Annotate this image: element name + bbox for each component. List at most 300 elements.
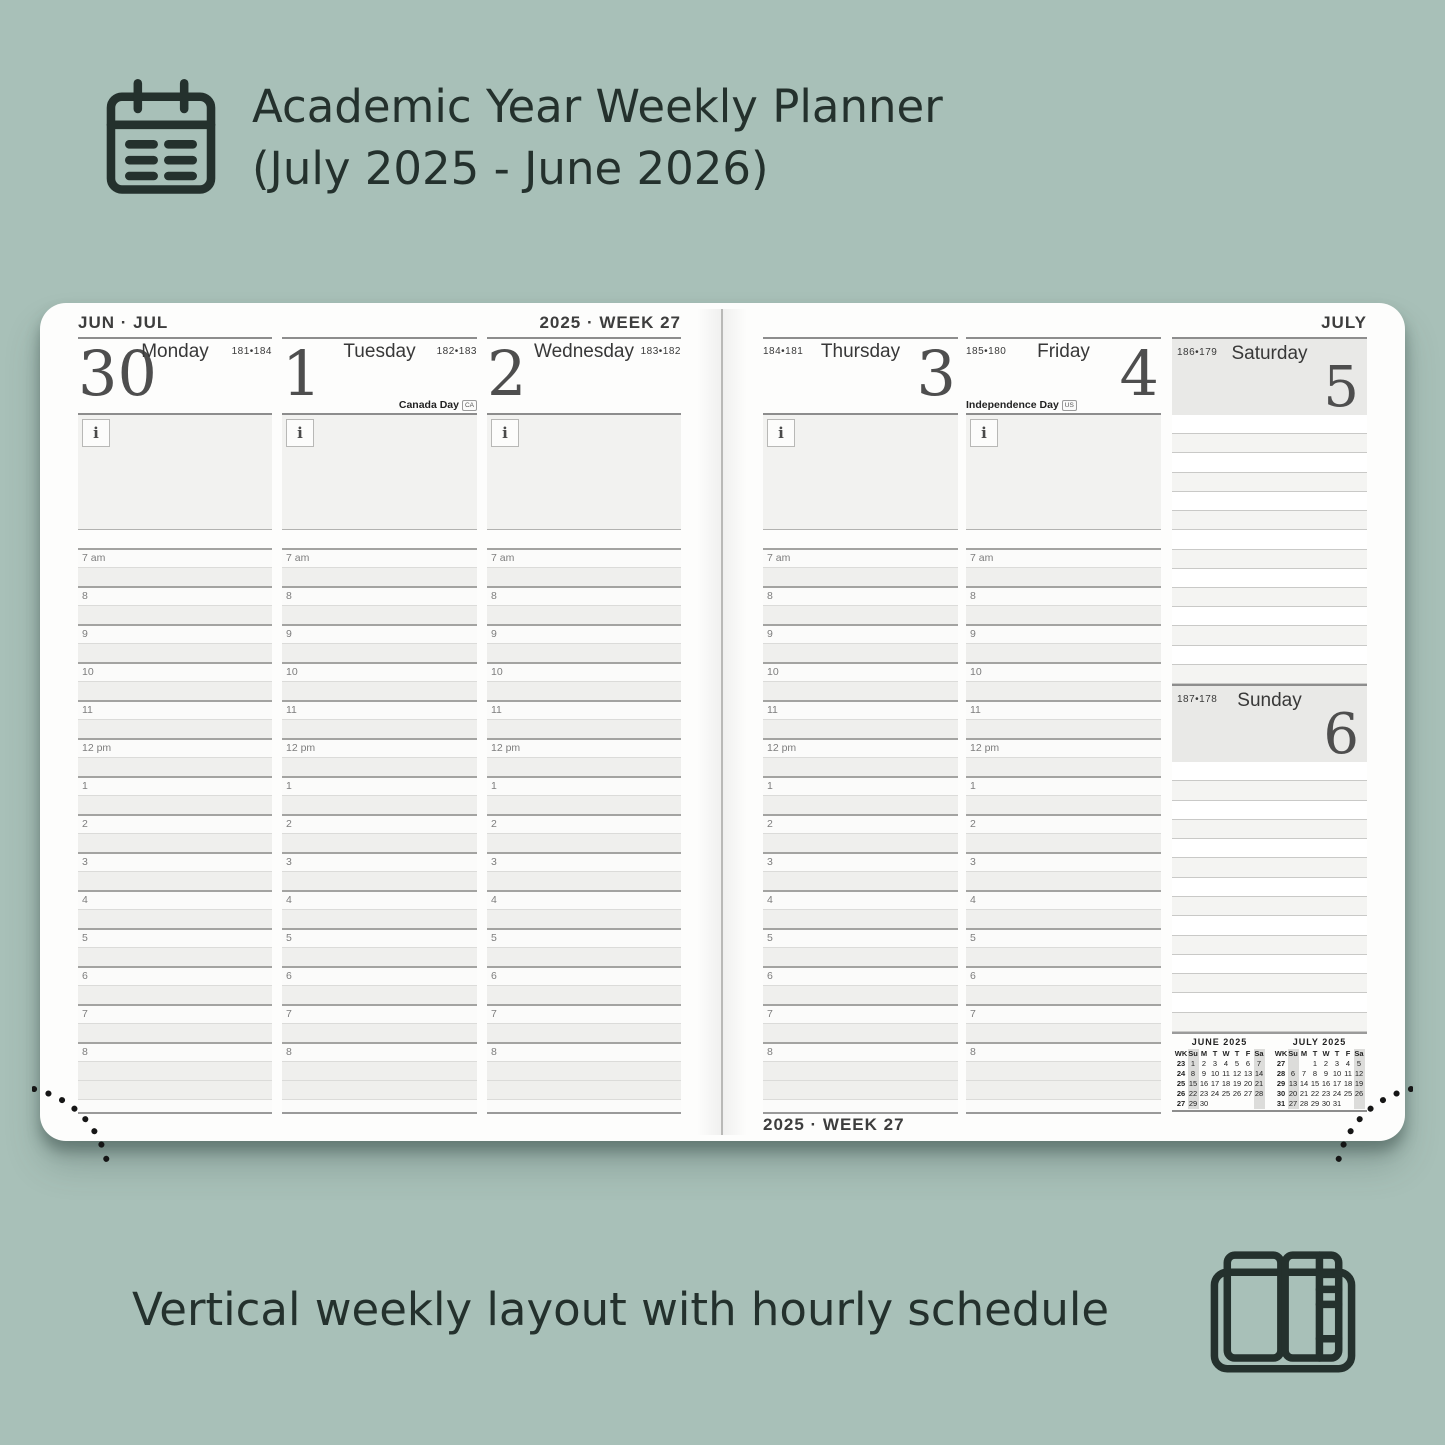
mini-calendar-day: 30	[1199, 1099, 1209, 1108]
mini-calendar-day	[1243, 1099, 1254, 1109]
day-number: 3	[916, 337, 956, 410]
mini-calendar-day: 5	[1354, 1059, 1365, 1069]
half-hour-row	[763, 681, 958, 700]
mini-calendar-june	[1172, 1037, 1267, 1110]
half-hour-row	[487, 757, 681, 776]
hour-label-row: 12 pm	[966, 738, 1161, 757]
hour-label-row: 8	[763, 586, 958, 605]
note-line	[1172, 878, 1367, 897]
note-line	[1172, 1013, 1367, 1032]
open-notebook-icon	[1208, 1248, 1358, 1378]
half-hour-row	[487, 567, 681, 586]
half-hour-row	[763, 1061, 958, 1080]
note-line	[1172, 626, 1367, 645]
note-line	[1172, 936, 1367, 955]
hour-label-row: 5	[282, 928, 477, 947]
hour-label-row: 1	[763, 776, 958, 795]
half-hour-row	[487, 1061, 681, 1080]
spine-divider	[721, 309, 723, 1135]
mini-calendar-day	[1232, 1099, 1243, 1109]
hour-label-row: 3	[78, 852, 272, 871]
half-hour-row	[78, 871, 272, 890]
hour-label-row: 11	[966, 700, 1161, 719]
extra-row	[282, 1099, 477, 1112]
hour-label-row: 7 am	[487, 548, 681, 567]
hour-label-row: 3	[282, 852, 477, 871]
note-line	[1172, 511, 1367, 530]
week-label-bottom: 2025 · WEEK 27	[763, 1115, 905, 1134]
mini-calendar-day	[1210, 1099, 1221, 1109]
day-of-year-code: 183•182	[640, 346, 681, 357]
half-hour-row	[487, 947, 681, 966]
hour-label-row: 12 pm	[78, 738, 272, 757]
note-line	[1172, 646, 1367, 665]
hour-label-row: 9	[763, 624, 958, 643]
hour-label-row: 10	[78, 662, 272, 681]
half-hour-row	[78, 605, 272, 624]
mini-calendar-day: 30	[1321, 1099, 1331, 1108]
mini-calendar-weekday-header: W	[1222, 1049, 1230, 1058]
mini-calendar-weekday-header: T	[1234, 1049, 1240, 1058]
notes-area	[966, 413, 1161, 530]
title-line-1: Academic Year Weekly Planner	[252, 80, 943, 133]
mini-calendar-day	[1221, 1099, 1232, 1109]
half-hour-row	[282, 719, 477, 738]
half-hour-row	[78, 757, 272, 776]
half-hour-row	[966, 719, 1161, 738]
hour-label-row: 4	[78, 890, 272, 909]
mini-calendar-day: 29	[1310, 1099, 1320, 1108]
half-hour-row	[763, 985, 958, 1004]
half-hour-row	[966, 947, 1161, 966]
hour-label-row: 1	[966, 776, 1161, 795]
day-of-year-code: 181•184	[231, 346, 272, 357]
mini-calendar-weekday-header: W	[1322, 1049, 1330, 1058]
day-header	[282, 337, 477, 413]
day-of-year-code: 184•181	[763, 346, 804, 357]
mini-calendar-weekday-header: F	[1245, 1049, 1251, 1058]
note-line	[1172, 897, 1367, 916]
mini-calendar-day: 24	[1210, 1089, 1220, 1098]
half-hour-row	[966, 567, 1161, 586]
mini-calendar-day: 31	[1332, 1099, 1342, 1108]
mini-calendar-day: 11	[1344, 1069, 1352, 1078]
mini-calendar-day: 6	[1288, 1069, 1299, 1079]
mini-calendar-weekday-header: F	[1345, 1049, 1351, 1058]
hour-label-row: 3	[763, 852, 958, 871]
day-name: Friday	[1037, 341, 1090, 362]
mini-calendar-day: 9	[1201, 1069, 1207, 1078]
mini-calendar-week-number: 30	[1276, 1089, 1286, 1098]
half-hour-row	[487, 681, 681, 700]
day-of-year-code: 186•179	[1177, 347, 1218, 358]
day-column-friday	[966, 337, 1161, 1114]
holiday-name: Independence Day	[966, 399, 1059, 411]
half-hour-row	[282, 605, 477, 624]
half-hour-row	[282, 757, 477, 776]
hour-label-row: 6	[78, 966, 272, 985]
mini-calendar-day: 28	[1254, 1089, 1264, 1098]
mini-calendar-day: 23	[1321, 1089, 1331, 1098]
page-title	[252, 76, 943, 200]
half-hour-row	[78, 681, 272, 700]
hour-label-row: 7	[282, 1004, 477, 1023]
mini-calendar-day: 20	[1288, 1089, 1298, 1098]
day-number: 5	[1323, 355, 1359, 420]
half-hour-row	[487, 795, 681, 814]
note-line	[1172, 607, 1367, 626]
mini-calendar-day: 28	[1299, 1099, 1309, 1108]
half-hour-row	[966, 909, 1161, 928]
day-column-monday	[78, 337, 272, 1114]
day-number: 2	[487, 337, 527, 410]
half-hour-row	[78, 643, 272, 662]
half-hour-row	[763, 719, 958, 738]
hour-label-row: 11	[763, 700, 958, 719]
mini-calendar-day: 26	[1232, 1089, 1242, 1098]
hour-label-row: 12 pm	[282, 738, 477, 757]
spine-shadow-right	[723, 309, 747, 1135]
mini-calendar-day: 19	[1232, 1079, 1242, 1088]
hour-label-row: 12 pm	[763, 738, 958, 757]
mini-calendar-day: 11	[1222, 1069, 1230, 1078]
half-hour-row	[282, 833, 477, 852]
mini-calendar-weekday-header: T	[1312, 1049, 1318, 1058]
hour-label-row: 5	[78, 928, 272, 947]
hour-label-row: 5	[966, 928, 1161, 947]
mini-calendar-day: 14	[1299, 1079, 1309, 1088]
month-label: JULY	[1321, 313, 1367, 332]
day-name: Sunday	[1237, 690, 1302, 711]
note-line	[1172, 550, 1367, 569]
mini-calendar-day: 9	[1323, 1069, 1329, 1078]
hour-label-row: 9	[966, 624, 1161, 643]
note-line	[1172, 801, 1367, 820]
half-hour-row	[966, 1061, 1161, 1080]
day-header	[966, 337, 1161, 413]
mini-calendar-week-number: 28	[1276, 1069, 1286, 1078]
hour-label-row: 9	[78, 624, 272, 643]
day-number: 6	[1323, 702, 1359, 767]
hour-label-row: 8	[282, 586, 477, 605]
note-line	[1172, 665, 1367, 684]
mini-calendar-weekday-header: T	[1212, 1049, 1218, 1058]
hour-label-row: 9	[487, 624, 681, 643]
hour-label-row: 11	[282, 700, 477, 719]
mini-calendar-day: 12	[1232, 1069, 1242, 1078]
stitch-decoration-right	[1303, 1059, 1413, 1169]
hour-label-row: 8	[282, 1042, 477, 1061]
mini-calendar-day: 14	[1254, 1069, 1264, 1078]
half-hour-row	[282, 871, 477, 890]
mini-calendar-day: 10	[1332, 1069, 1342, 1078]
day-header	[78, 337, 272, 413]
day-number: 1	[282, 337, 322, 410]
half-hour-row	[966, 833, 1161, 852]
day-of-year-code: 182•183	[436, 346, 477, 357]
mini-calendar-day: 22	[1310, 1089, 1320, 1098]
note-line	[1172, 839, 1367, 858]
hour-label-row: 8	[966, 586, 1161, 605]
half-hour-row	[282, 567, 477, 586]
note-line	[1172, 588, 1367, 607]
mini-calendar-weekday-header: M	[1300, 1049, 1308, 1058]
day-number: 30	[78, 337, 157, 410]
hour-label-row: 2	[966, 814, 1161, 833]
mini-calendar-week-number: 31	[1276, 1099, 1286, 1108]
note-line	[1172, 473, 1367, 492]
hour-schedule	[763, 548, 958, 1114]
day-name: Saturday	[1231, 343, 1308, 364]
day-name: Monday	[141, 341, 209, 362]
note-line	[1172, 916, 1367, 935]
day-name: Thursday	[820, 341, 901, 362]
extra-row	[966, 1099, 1161, 1112]
hour-label-row: 10	[763, 662, 958, 681]
mini-calendar-day: 18	[1221, 1079, 1231, 1088]
saturday-note-lines	[1172, 415, 1367, 684]
half-hour-row	[966, 605, 1161, 624]
notes-area	[282, 413, 477, 530]
half-hour-row	[487, 985, 681, 1004]
half-hour-row	[282, 795, 477, 814]
mini-calendar-grid	[1175, 1049, 1265, 1109]
mini-calendar-day: 15	[1310, 1079, 1320, 1088]
half-hour-row	[763, 757, 958, 776]
half-hour-row	[78, 795, 272, 814]
hour-label-row: 8	[966, 1042, 1161, 1061]
mini-calendar-day: 19	[1354, 1079, 1364, 1088]
mini-calendar-weekday-header: WK	[1174, 1049, 1188, 1058]
half-hour-row	[966, 643, 1161, 662]
saturday-header	[1172, 337, 1367, 420]
title-line-2: (July 2025 - June 2026)	[252, 142, 769, 195]
hour-label-row: 7 am	[966, 548, 1161, 567]
stitch-decoration-left	[32, 1059, 142, 1169]
mini-calendar-title: JULY 2025	[1292, 1037, 1347, 1047]
week-label-top: 2025 · WEEK 27	[539, 313, 681, 332]
hour-label-row: 8	[78, 586, 272, 605]
note-line	[1172, 434, 1367, 453]
mini-calendar-day: 22	[1188, 1089, 1198, 1098]
caption-text: Vertical weekly layout with hourly schedule	[132, 1283, 1110, 1336]
calendar-icon	[100, 76, 222, 198]
mini-calendar-day: 27	[1243, 1089, 1253, 1098]
day-number: 4	[1119, 337, 1159, 410]
hour-label-row: 7	[966, 1004, 1161, 1023]
half-hour-row	[763, 643, 958, 662]
hour-label-row: 3	[966, 852, 1161, 871]
mini-calendar-week-number: 24	[1176, 1069, 1186, 1078]
half-hour-row	[282, 909, 477, 928]
hour-label-row: 11	[78, 700, 272, 719]
extra-row	[966, 1080, 1161, 1099]
hour-label-row: 12 pm	[487, 738, 681, 757]
hour-label-row: 2	[763, 814, 958, 833]
half-hour-row	[282, 947, 477, 966]
half-hour-row	[487, 909, 681, 928]
mini-calendar-weekday-header: Sa	[1254, 1049, 1264, 1058]
half-hour-row	[78, 719, 272, 738]
mini-calendar-day: 3	[1212, 1059, 1218, 1068]
day-column-thursday	[763, 337, 958, 1114]
hour-label-row: 9	[282, 624, 477, 643]
holiday-country-badge: CA	[462, 400, 477, 411]
hour-label-row: 4	[763, 890, 958, 909]
holiday-country-badge: US	[1062, 400, 1077, 411]
half-hour-row	[78, 1023, 272, 1042]
mini-calendar-day: 7	[1254, 1059, 1265, 1069]
mini-calendar-day: 4	[1345, 1059, 1351, 1068]
hour-label-row: 8	[763, 1042, 958, 1061]
hour-label-row: 6	[282, 966, 477, 985]
day-column-wednesday	[487, 337, 681, 1114]
hour-label-row: 7 am	[763, 548, 958, 567]
holiday-label	[399, 399, 477, 411]
day-of-year-code: 187•178	[1177, 694, 1218, 705]
mini-calendar-weekday-header: Sa	[1354, 1049, 1364, 1058]
mini-calendar-day: 23	[1199, 1089, 1209, 1098]
mini-calendar-week-number: 29	[1276, 1079, 1286, 1088]
mini-calendar-day: 5	[1234, 1059, 1240, 1068]
day-name: Wednesday	[534, 341, 634, 362]
half-hour-row	[487, 1023, 681, 1042]
note-line	[1172, 858, 1367, 877]
header	[100, 76, 943, 200]
mini-calendar-day	[1288, 1059, 1299, 1069]
notes-area	[763, 413, 958, 530]
half-hour-row	[282, 1061, 477, 1080]
mini-calendar-day: 7	[1301, 1069, 1307, 1078]
half-hour-row	[487, 605, 681, 624]
half-hour-row	[487, 643, 681, 662]
mini-calendar-day: 8	[1188, 1069, 1199, 1079]
mini-calendar-day: 15	[1188, 1079, 1198, 1088]
note-line	[1172, 974, 1367, 993]
mini-calendar-day: 21	[1254, 1079, 1264, 1088]
extra-row	[763, 1080, 958, 1099]
hour-label-row: 8	[487, 586, 681, 605]
mini-calendar-day	[1254, 1099, 1265, 1109]
mini-calendar-day: 2	[1323, 1059, 1329, 1068]
half-hour-row	[282, 681, 477, 700]
mini-calendar-day: 16	[1321, 1079, 1331, 1088]
mini-calendar-day: 4	[1223, 1059, 1229, 1068]
day-header	[487, 337, 681, 413]
extra-row	[282, 1080, 477, 1099]
spine-shadow-left	[697, 309, 721, 1135]
half-hour-row	[966, 985, 1161, 1004]
mini-calendar-weekday-header: Su	[1188, 1049, 1198, 1058]
mini-calendar-weekday-header: Su	[1288, 1049, 1298, 1058]
hour-label-row: 6	[966, 966, 1161, 985]
half-hour-row	[763, 1023, 958, 1042]
hour-label-row: 10	[966, 662, 1161, 681]
hour-label-row: 4	[966, 890, 1161, 909]
hour-schedule	[487, 548, 681, 1114]
hour-label-row: 7 am	[78, 548, 272, 567]
hour-label-row: 2	[78, 814, 272, 833]
info-icon: i	[286, 419, 314, 447]
note-line	[1172, 993, 1367, 1012]
sunday-header	[1172, 684, 1367, 767]
info-icon: i	[767, 419, 795, 447]
mini-calendar-title: JUNE 2025	[1191, 1037, 1248, 1047]
mini-calendar-day: 25	[1221, 1089, 1231, 1098]
hour-label-row: 6	[487, 966, 681, 985]
hour-label-row: 2	[487, 814, 681, 833]
notes-area	[487, 413, 681, 530]
half-hour-row	[282, 643, 477, 662]
mini-calendar-day: 6	[1245, 1059, 1251, 1068]
hour-schedule	[966, 548, 1161, 1114]
hour-label-row: 6	[763, 966, 958, 985]
hour-label-row: 7	[78, 1004, 272, 1023]
note-line	[1172, 453, 1367, 472]
half-hour-row	[487, 833, 681, 852]
half-hour-row	[487, 719, 681, 738]
note-line	[1172, 820, 1367, 839]
day-column-tuesday	[282, 337, 477, 1114]
mini-calendar-week-number: 26	[1176, 1089, 1186, 1098]
note-line	[1172, 492, 1367, 511]
hour-label-row: 7	[487, 1004, 681, 1023]
hour-schedule	[78, 548, 272, 1114]
period-label: JUN · JUL	[78, 313, 169, 332]
mini-calendar-day: 16	[1199, 1079, 1209, 1088]
half-hour-row	[763, 909, 958, 928]
half-hour-row	[966, 795, 1161, 814]
hour-label-row: 4	[487, 890, 681, 909]
half-hour-row	[282, 985, 477, 1004]
info-icon: i	[491, 419, 519, 447]
half-hour-row	[78, 909, 272, 928]
info-icon: i	[82, 419, 110, 447]
mini-calendar-day: 24	[1332, 1089, 1342, 1098]
extra-row	[763, 1099, 958, 1112]
mini-calendar-weekday-header: M	[1200, 1049, 1208, 1058]
sunday-note-lines	[1172, 762, 1367, 1032]
half-hour-row	[966, 1023, 1161, 1042]
note-line	[1172, 781, 1367, 800]
extra-row	[487, 1080, 681, 1099]
extra-row	[487, 1099, 681, 1112]
half-hour-row	[487, 871, 681, 890]
note-line	[1172, 955, 1367, 974]
notes-area	[78, 413, 272, 530]
holiday-name: Canada Day	[398, 399, 459, 411]
hour-label-row: 4	[282, 890, 477, 909]
mini-calendar-day: 3	[1334, 1059, 1340, 1068]
hour-schedule	[282, 548, 477, 1114]
half-hour-row	[966, 757, 1161, 776]
hour-label-row: 7 am	[282, 548, 477, 567]
mini-calendar-day: 29	[1188, 1099, 1198, 1108]
mini-calendar-week-number: 25	[1176, 1079, 1186, 1088]
mini-calendar-week-number: 23	[1176, 1059, 1186, 1068]
hour-label-row: 5	[487, 928, 681, 947]
half-hour-row	[78, 833, 272, 852]
hour-label-row: 2	[282, 814, 477, 833]
mini-calendar-day: 1	[1312, 1059, 1318, 1068]
half-hour-row	[966, 871, 1161, 890]
mini-calendar-day: 12	[1354, 1069, 1364, 1078]
half-hour-row	[763, 567, 958, 586]
half-hour-row	[763, 947, 958, 966]
half-hour-row	[763, 795, 958, 814]
hour-label-row: 1	[78, 776, 272, 795]
mini-calendar-day: 13	[1288, 1079, 1298, 1088]
